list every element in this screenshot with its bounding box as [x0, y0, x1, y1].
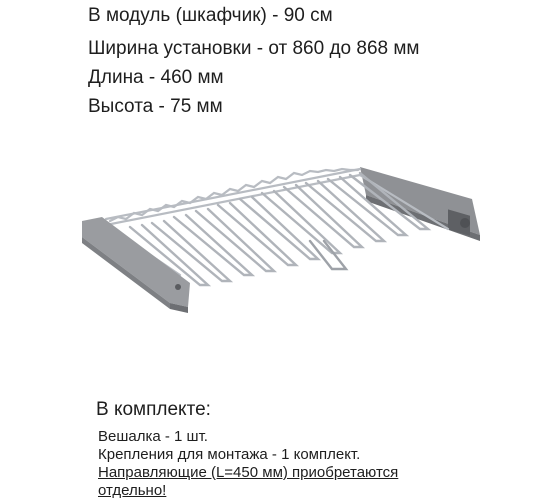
- kit-title: В комплекте:: [96, 399, 211, 420]
- spec-install-width: Ширина установки - от 860 до 868 мм: [88, 38, 420, 59]
- spec-module-size: В модуль (шкафчик) - 90 см: [88, 5, 333, 26]
- spec-height: Высота - 75 мм: [88, 96, 223, 117]
- kit-rails-note: [98, 464, 458, 500]
- spec-length: Длина - 460 мм: [88, 67, 224, 88]
- kit-item-mounting: Крепления для монтажа - 1 комплект.: [98, 446, 361, 463]
- kit-item-hanger: Вешалка - 1 шт.: [98, 428, 208, 445]
- pull-out-trouser-rack-icon: [70, 155, 490, 315]
- kit-rails-note-text: Направляющие (L=450 мм) приобретаются отдельно!: [98, 464, 399, 499]
